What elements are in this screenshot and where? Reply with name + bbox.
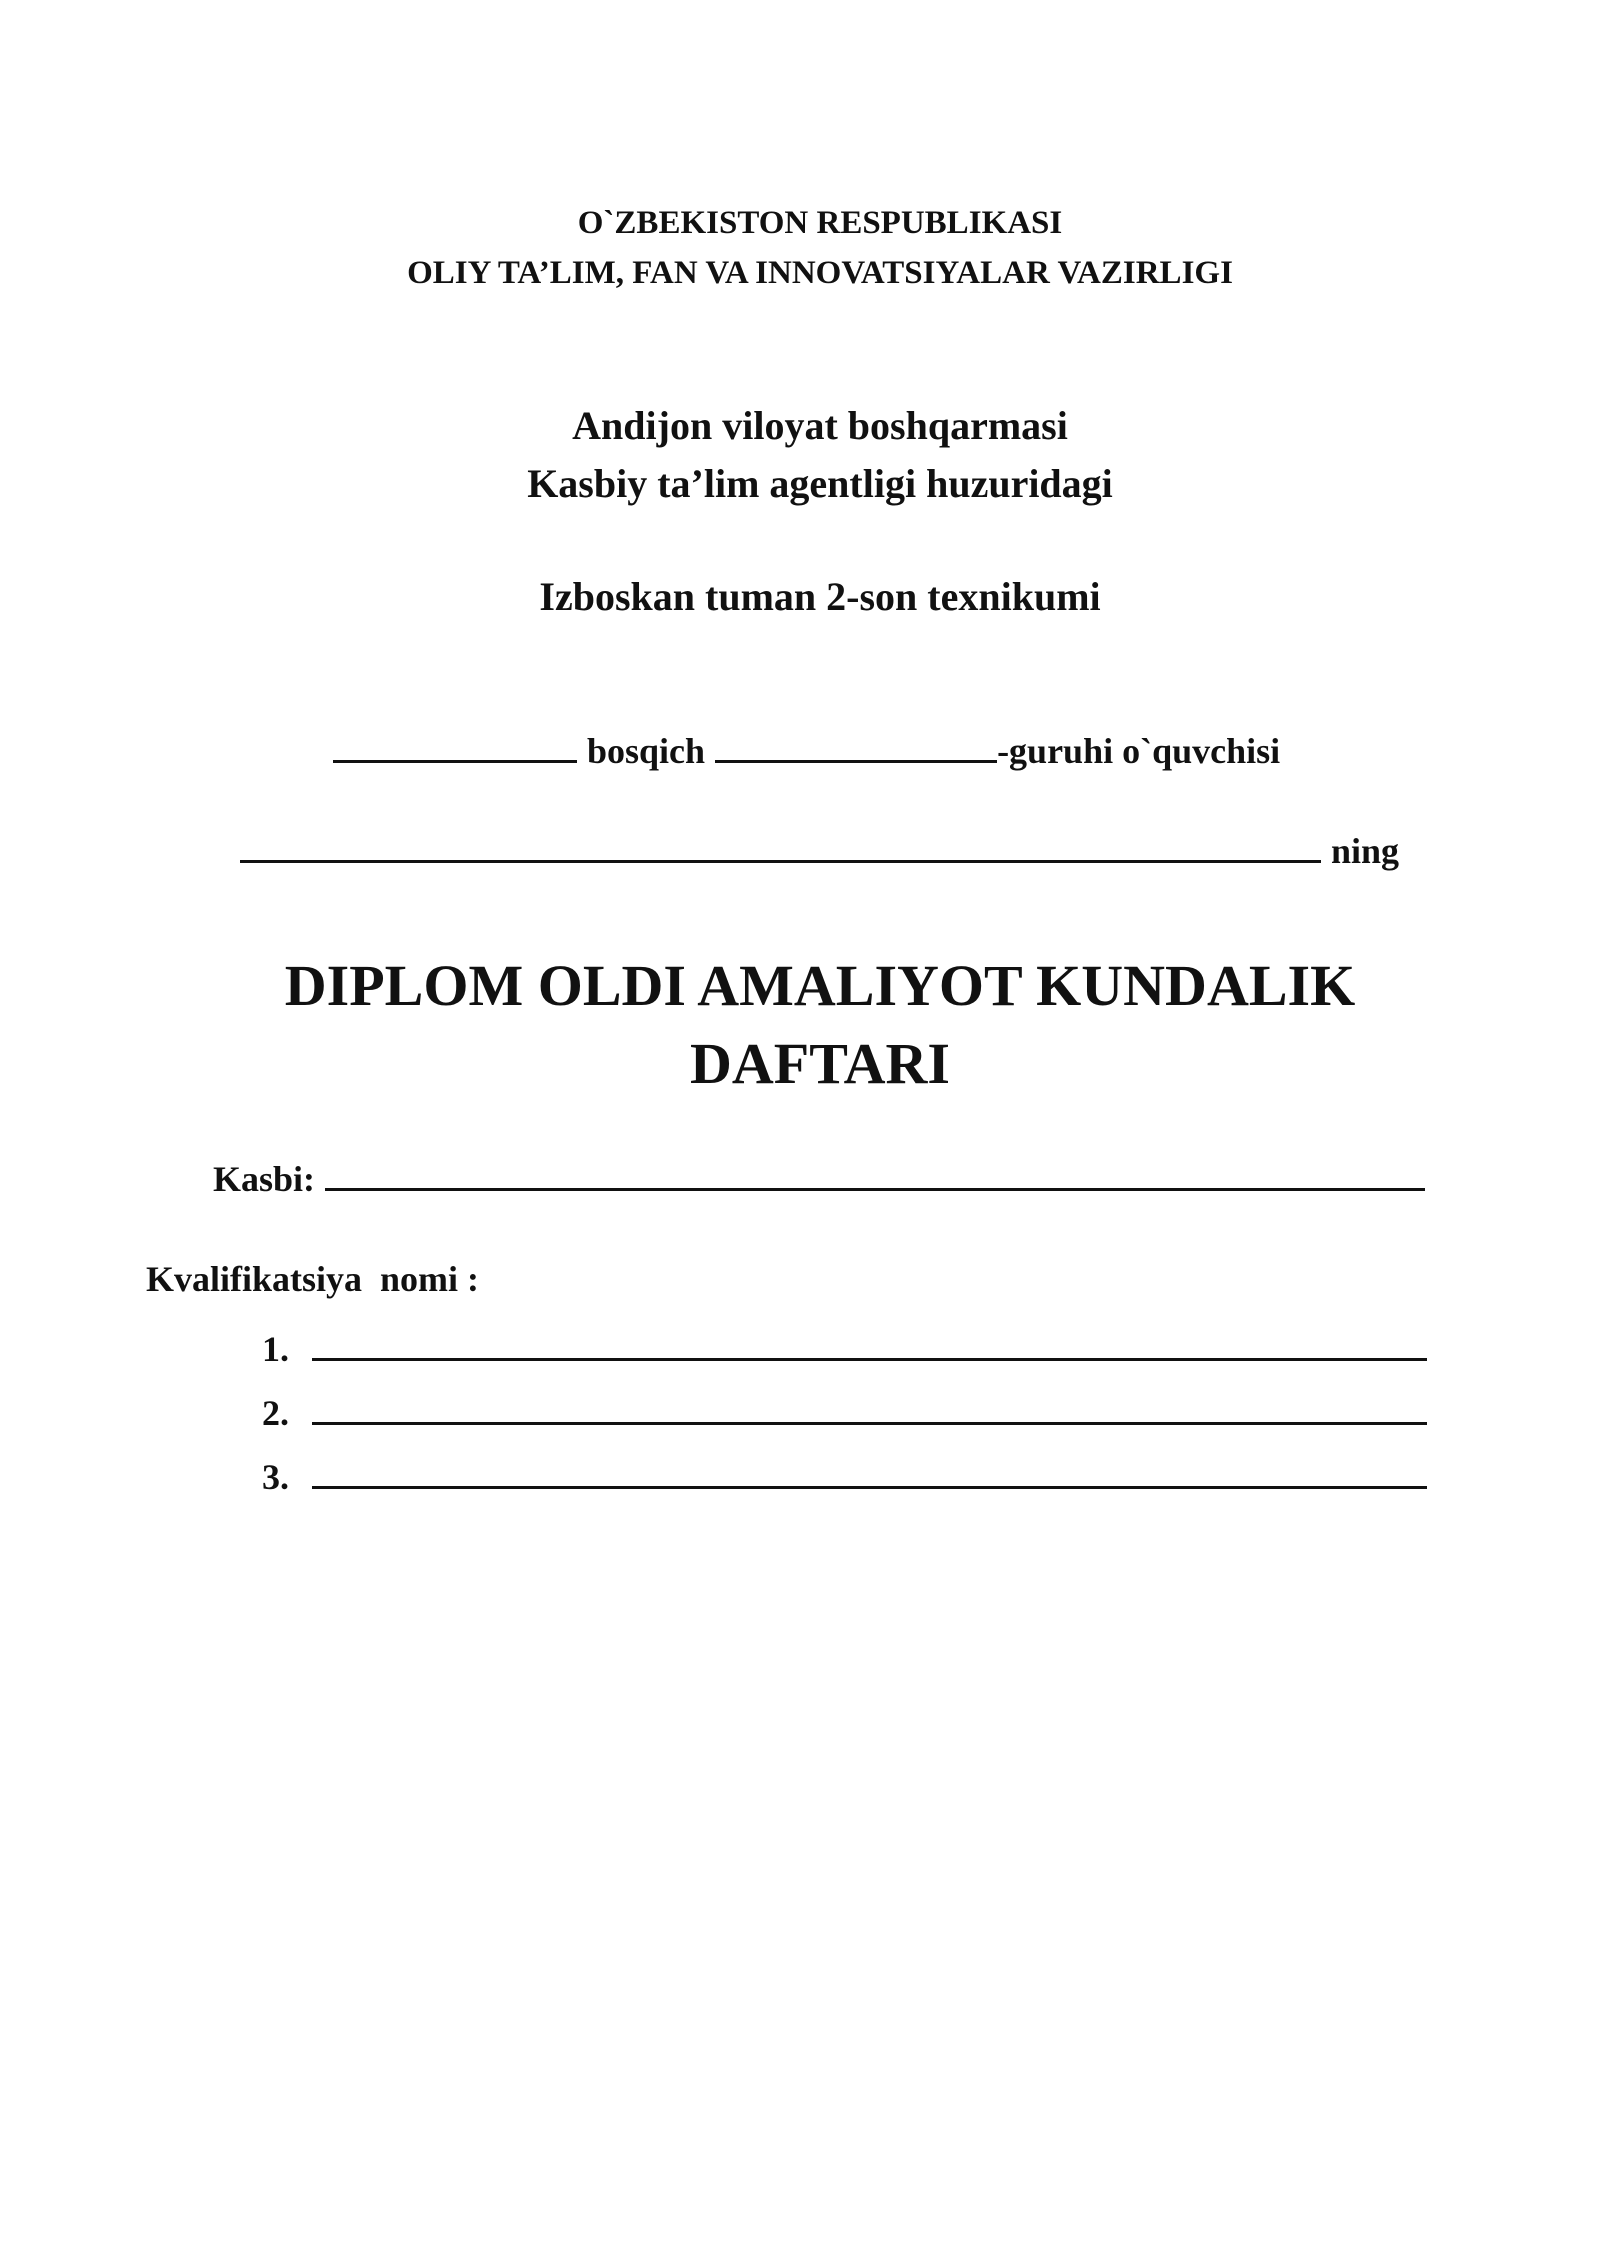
document-title-line-1: DIPLOM OLDI AMALIYOT KUNDALIK (284, 953, 1356, 1018)
qualification-label: Kvalifikatsiya nomi : (146, 1259, 480, 1299)
qualification-item-number: 3. (262, 1457, 289, 1497)
profession-label: Kasbi: (213, 1159, 316, 1199)
document-title-line-2: DAFTARI (690, 1031, 950, 1096)
qualification-item-blank-field[interactable] (312, 1421, 1427, 1425)
ministry-country-line: O`ZBEKISTON RESPUBLIKASI (577, 205, 1063, 241)
student-group-row (333, 730, 1280, 772)
ministry-name-line: OLIY TA’LIM, FAN VA INNOVATSIYALAR VAZIRLIGI (407, 255, 1233, 291)
agency-line: Kasbiy ta’lim agentligi huzuridagi (527, 461, 1113, 506)
qualification-item-row (262, 1392, 1427, 1434)
qualification-item-number: 1. (262, 1329, 289, 1369)
qualification-item-blank-field[interactable] (312, 1485, 1427, 1489)
stage-blank-field[interactable] (333, 759, 577, 763)
qualification-item-blank-field[interactable] (312, 1357, 1427, 1361)
student-name-row (240, 830, 1399, 872)
profession-blank-field[interactable] (325, 1187, 1425, 1191)
qualification-item-row (262, 1328, 1427, 1370)
qualification-item-number: 2. (262, 1393, 289, 1433)
profession-row (213, 1158, 1425, 1200)
college-name-line: Izboskan tuman 2-son texnikumi (539, 574, 1101, 619)
group-label: -guruhi o`quvchisi (997, 731, 1281, 771)
group-blank-field[interactable] (715, 759, 997, 763)
student-name-blank-field[interactable] (240, 859, 1321, 863)
regional-administration-line: Andijon viloyat boshqarmasi (572, 403, 1068, 448)
name-suffix-label: ning (1331, 831, 1400, 871)
qualification-item-row (262, 1456, 1427, 1498)
stage-label: bosqich (587, 731, 706, 771)
